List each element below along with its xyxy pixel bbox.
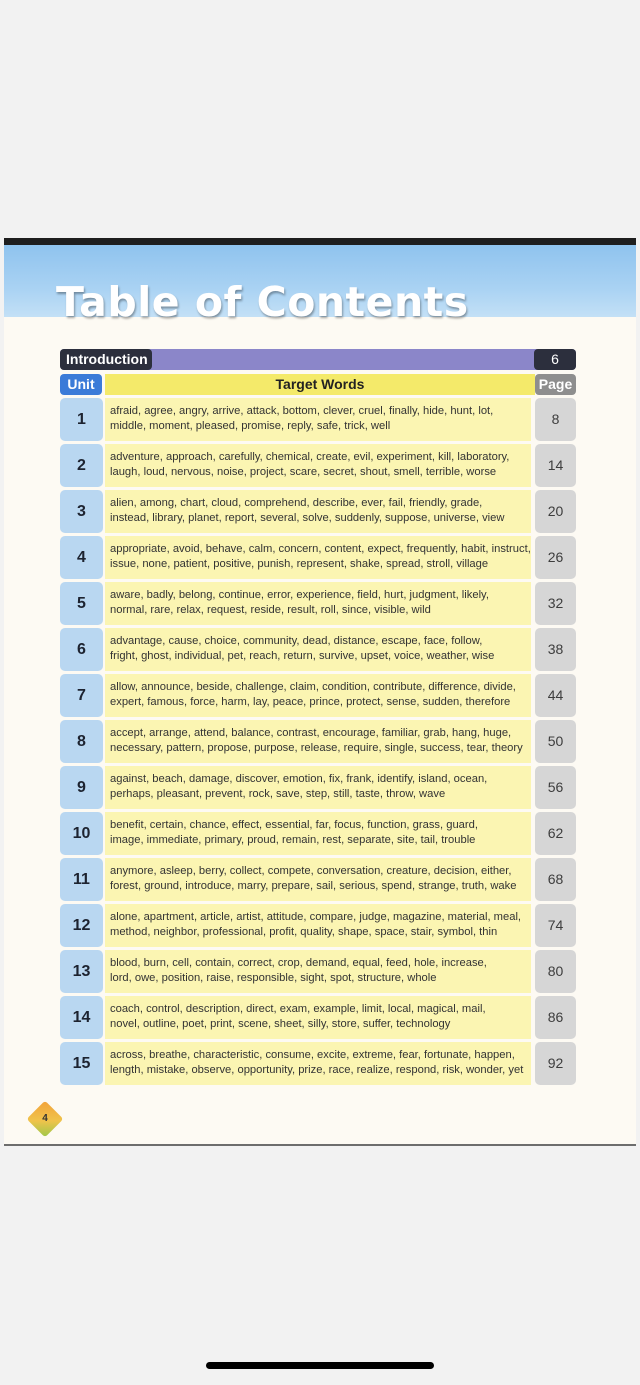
target-words-line: instead, library, planet, report, several, solve, suddenly, suppose, universe, view (110, 512, 505, 524)
target-words-line: advantage, cause, choice, community, dead, distance, escape, face, follow, (110, 635, 483, 647)
target-words-line: alone, apartment, article, artist, attitude, compare, judge, magazine, material, meal, (110, 911, 522, 923)
unit-number: 7 (60, 674, 103, 717)
target-words-line: allow, announce, beside, challenge, claim, condition, contribute, difference, divide, (110, 681, 516, 693)
target-words (105, 398, 531, 441)
page-number-cell: 50 (535, 720, 576, 763)
unit-number: 3 (60, 490, 103, 533)
target-words-line: afraid, agree, angry, arrive, attack, bottom, clever, cruel, finally, hide, hunt, lot, (110, 405, 494, 417)
target-words (105, 674, 531, 717)
unit-number: 5 (60, 582, 103, 625)
page-number-cell: 14 (535, 444, 576, 487)
unit-number: 6 (60, 628, 103, 671)
target-words-line: method, neighbor, professional, profit, quality, shape, space, stair, symbol, thin (110, 926, 498, 938)
target-words-line: fright, ghost, individual, pet, reach, return, survive, upset, voice, weather, wise (110, 650, 495, 662)
page-number-cell: 8 (535, 398, 576, 441)
target-words-line: image, immediate, primary, proud, remain, rest, separate, site, tail, trouble (110, 834, 476, 846)
target-words (105, 812, 531, 855)
target-words-line: novel, outline, poet, print, scene, sheet, silly, store, suffer, technology (110, 1018, 451, 1030)
unit-number: 14 (60, 996, 103, 1039)
table-row (60, 950, 576, 993)
target-words-line: middle, moment, pleased, promise, reply, safe, trick, well (110, 420, 391, 432)
page-number-cell: 62 (535, 812, 576, 855)
table-row (60, 628, 576, 671)
target-words (105, 950, 531, 993)
header-page: Page (535, 374, 576, 395)
target-words (105, 490, 531, 533)
target-words-line: normal, rare, relax, request, reside, result, roll, since, visible, wild (110, 604, 431, 616)
target-words-line: anymore, asleep, berry, collect, compete, conversation, creature, decision, either, (110, 865, 512, 877)
unit-number: 4 (60, 536, 103, 579)
table-row (60, 858, 576, 901)
target-words-line: blood, burn, cell, contain, correct, crop, demand, equal, feed, hole, increase, (110, 957, 487, 969)
target-words (105, 1042, 531, 1085)
contents-table (60, 398, 576, 1088)
target-words-line: necessary, pattern, propose, purpose, release, require, single, success, tear, theory (110, 742, 523, 754)
introduction-row (60, 349, 576, 370)
target-words (105, 720, 531, 763)
unit-number: 10 (60, 812, 103, 855)
page-title: Table of Contents (56, 278, 469, 326)
unit-number: 2 (60, 444, 103, 487)
home-indicator (206, 1362, 434, 1369)
target-words-line: laugh, loud, nervous, noise, project, scare, secret, shout, smell, terrible, worse (110, 466, 497, 478)
table-row (60, 904, 576, 947)
table-row (60, 444, 576, 487)
page-number-cell: 92 (535, 1042, 576, 1085)
target-words-line: coach, control, description, direct, exam, example, limit, local, magical, mail, (110, 1003, 486, 1015)
table-row (60, 674, 576, 717)
target-words-line: benefit, certain, chance, effect, essential, far, focus, function, grass, guard, (110, 819, 478, 831)
table-row (60, 720, 576, 763)
target-words-line: perhaps, pleasant, prevent, rock, save, step, still, taste, throw, wave (110, 788, 446, 800)
page-number-cell: 38 (535, 628, 576, 671)
book-page (4, 238, 636, 1146)
target-words-line: forest, ground, introduce, marry, prepare, sail, serious, spend, strange, truth, wake (110, 880, 517, 892)
target-words-line: length, mistake, observe, opportunity, prize, race, realize, respond, risk, wonder, yet (110, 1064, 524, 1076)
page-number-cell: 80 (535, 950, 576, 993)
page-number-cell: 20 (535, 490, 576, 533)
unit-number: 12 (60, 904, 103, 947)
target-words-line: appropriate, avoid, behave, calm, concern, content, expect, frequently, habit, instruct, (110, 543, 531, 555)
page-number: 4 (42, 1113, 48, 1124)
target-words (105, 582, 531, 625)
target-words (105, 996, 531, 1039)
table-row (60, 582, 576, 625)
table-row (60, 996, 576, 1039)
target-words-line: lord, owe, position, raise, responsible, sight, spot, structure, whole (110, 972, 437, 984)
table-row (60, 812, 576, 855)
target-words-line: accept, arrange, attend, balance, contrast, encourage, familiar, grab, hang, huge, (110, 727, 512, 739)
table-row (60, 1042, 576, 1085)
page-number-cell: 68 (535, 858, 576, 901)
target-words-line: issue, none, patient, positive, punish, represent, shake, spread, stroll, village (110, 558, 489, 570)
target-words (105, 444, 531, 487)
target-words (105, 766, 531, 809)
target-words (105, 858, 531, 901)
target-words-line: adventure, approach, carefully, chemical, create, evil, experiment, kill, laboratory, (110, 451, 510, 463)
page-number-cell: 44 (535, 674, 576, 717)
unit-number: 1 (60, 398, 103, 441)
unit-number: 15 (60, 1042, 103, 1085)
unit-number: 11 (60, 858, 103, 901)
unit-number: 8 (60, 720, 103, 763)
page-number-cell: 56 (535, 766, 576, 809)
target-words (105, 904, 531, 947)
page-number-cell: 26 (535, 536, 576, 579)
target-words-line: aware, badly, belong, continue, error, experience, field, hurt, judgment, likely, (110, 589, 489, 601)
introduction-page: 6 (534, 349, 576, 370)
header-target-words: Target Words (105, 374, 535, 395)
page-number-cell: 86 (535, 996, 576, 1039)
table-row (60, 536, 576, 579)
table-row (60, 398, 576, 441)
header-unit: Unit (60, 374, 102, 395)
page-number-cell: 32 (535, 582, 576, 625)
introduction-label: Introduction (60, 349, 152, 370)
target-words (105, 536, 531, 579)
unit-number: 13 (60, 950, 103, 993)
unit-number: 9 (60, 766, 103, 809)
page-number-cell: 74 (535, 904, 576, 947)
target-words-line: against, beach, damage, discover, emotion, fix, frank, identify, island, ocean, (110, 773, 488, 785)
target-words-line: expert, famous, force, harm, lay, peace, prince, protect, sense, sudden, therefore (110, 696, 511, 708)
target-words-line: alien, among, chart, cloud, comprehend, describe, ever, fail, friendly, grade, (110, 497, 483, 509)
target-words (105, 628, 531, 671)
target-words-line: across, breathe, characteristic, consume, excite, extreme, fear, fortunate, happen, (110, 1049, 515, 1061)
table-row (60, 766, 576, 809)
table-row (60, 490, 576, 533)
